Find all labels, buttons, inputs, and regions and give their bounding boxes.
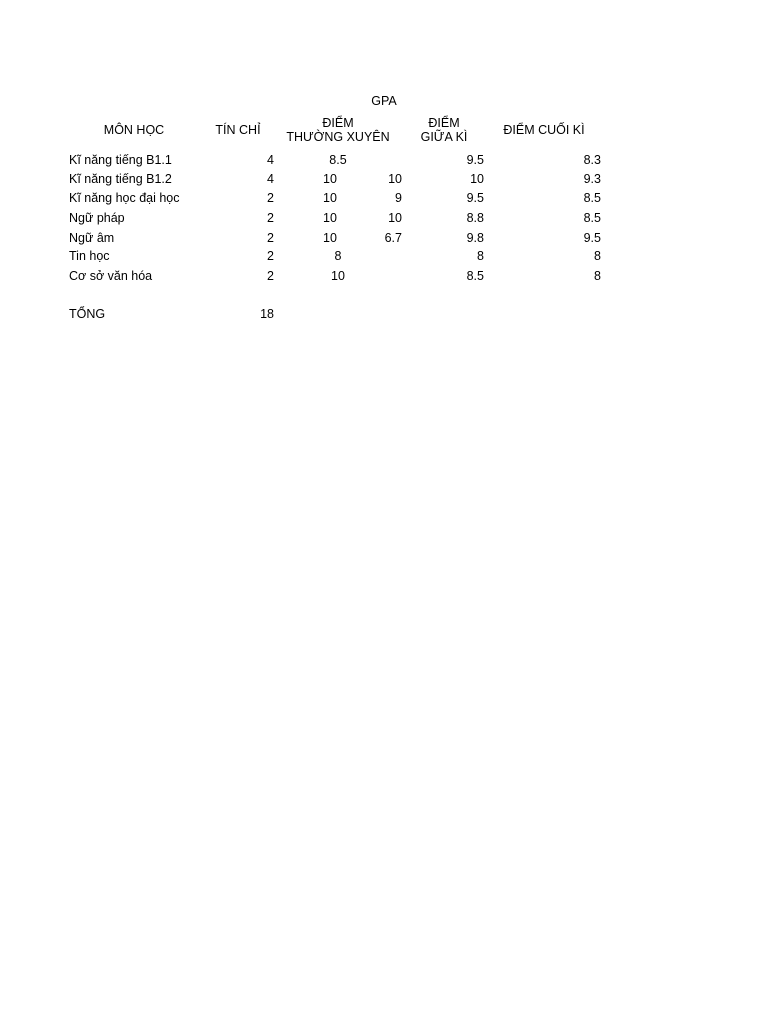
row-7-final: 8 (594, 269, 601, 283)
row-7-credits: 2 (267, 269, 274, 283)
row-3-regular2: 9 (395, 191, 402, 205)
row-1-regular1: 8.5 (329, 153, 347, 167)
header-regular (278, 116, 398, 144)
header-midterm (404, 116, 484, 144)
row-4-final: 8.5 (583, 211, 601, 225)
row-5-subject: Ngữ âm (69, 231, 115, 245)
row-2-final: 9.3 (583, 172, 601, 186)
row-5-regular1: 10 (323, 231, 337, 245)
row-4-regular1: 10 (323, 211, 337, 225)
row-1-midterm: 9.5 (466, 153, 484, 167)
row-7-subject: Cơ sở văn hóa (69, 269, 153, 283)
row-5-regular2: 6.7 (384, 231, 402, 245)
row-2-midterm: 10 (470, 172, 484, 186)
row-1-credits: 4 (267, 153, 274, 167)
row-2-credits: 4 (267, 172, 274, 186)
row-4-regular2: 10 (388, 211, 402, 225)
row-7-midterm: 8.5 (466, 269, 484, 283)
header-midterm-line1: ĐIỂM (428, 116, 460, 130)
row-5-final: 9.5 (583, 231, 601, 245)
row-3-subject: Kĩ năng học đại học (69, 191, 180, 205)
row-2-subject: Kĩ năng tiếng B1.2 (69, 172, 172, 186)
row-6-final: 8 (594, 249, 601, 263)
row-5-midterm: 9.8 (466, 231, 484, 245)
row-4-midterm: 8.8 (466, 211, 484, 225)
page-title: GPA (371, 94, 397, 108)
row-6-midterm: 8 (477, 249, 484, 263)
header-credits: TÍN CHỈ (215, 123, 261, 137)
total-label: TỔNG (69, 307, 106, 321)
row-4-credits: 2 (267, 211, 274, 225)
header-midterm-line2: GIỮA KÌ (420, 130, 468, 144)
row-6-credits: 2 (267, 249, 274, 263)
row-3-final: 8.5 (583, 191, 601, 205)
header-regular-line2: THƯỜNG XUYÊN (286, 130, 390, 144)
row-4-subject: Ngữ pháp (69, 211, 125, 225)
row-1-subject: Kĩ năng tiếng B1.1 (69, 153, 172, 167)
row-7-regular1: 10 (331, 269, 345, 283)
row-6-regular1: 8 (334, 249, 342, 263)
row-3-regular1: 10 (323, 191, 337, 205)
row-5-credits: 2 (267, 231, 274, 245)
row-2-regular2: 10 (388, 172, 402, 186)
total-credits: 18 (260, 307, 274, 321)
row-6-subject: Tin học (69, 249, 110, 263)
header-final: ĐIỂM CUỐI KÌ (503, 123, 585, 137)
row-3-credits: 2 (267, 191, 274, 205)
header-regular-line1: ĐIỂM (322, 116, 354, 130)
header-subject: MÔN HỌC (103, 123, 165, 137)
row-2-regular1: 10 (323, 172, 337, 186)
row-3-midterm: 9.5 (466, 191, 484, 205)
row-1-final: 8.3 (583, 153, 601, 167)
